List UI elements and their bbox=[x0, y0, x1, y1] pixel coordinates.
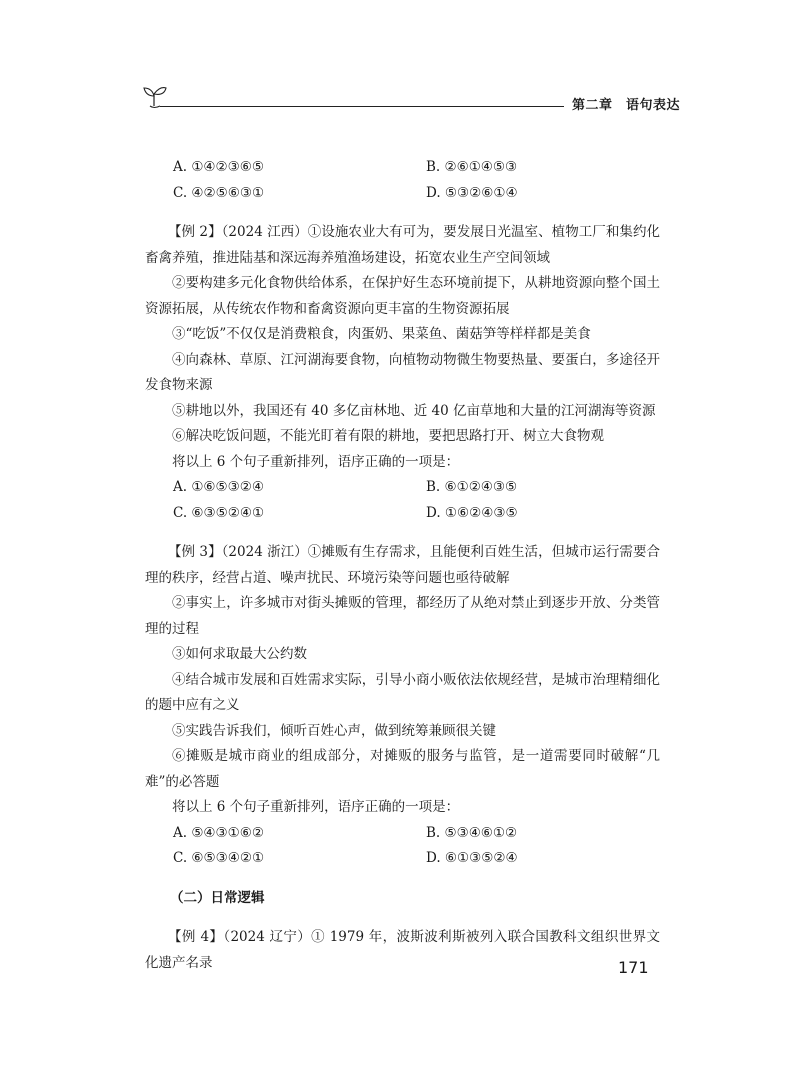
section-heading: （二）日常逻辑 bbox=[170, 889, 265, 906]
example-2-sentence-6: ⑥解决吃饭问题，不能光盯着有限的耕地，要把思路打开、树立大食物观 bbox=[172, 428, 604, 444]
example-3-source: （2024 浙江） bbox=[221, 544, 308, 560]
option-a: A. ⑤④③①⑥② bbox=[173, 824, 264, 841]
example-2-sentence-1: 【例 2】（2024 江西）①设施农业大有可为，要发展日光温室、植物工厂和集约化畜禽养殖，推进陆基和深远海养殖渔场建设，拓宽农业生产空间领域 bbox=[145, 224, 660, 266]
options-row bbox=[145, 846, 660, 872]
example-4-tag: 【例 4】 bbox=[168, 929, 224, 945]
example-3-prompt: 将以上 6 个句子重新排列，语序正确的一项是： bbox=[172, 799, 460, 815]
page-content bbox=[145, 155, 660, 976]
running-header bbox=[140, 84, 680, 114]
example-3-sentence-3: ③如何求取最大公约数 bbox=[172, 646, 307, 662]
example-2-prompt: 将以上 6 个句子重新排列，语序正确的一项是： bbox=[172, 453, 460, 470]
option-b: B. ⑥①②④③⑤ bbox=[426, 479, 518, 495]
option-b: B. ②⑥①④⑤③ bbox=[426, 159, 518, 175]
option-a: A. ①⑥⑤③②④ bbox=[173, 479, 264, 495]
option-c: C. ⑥⑤③④②① bbox=[173, 850, 265, 866]
option-c: C. ⑥③⑤②④① bbox=[173, 504, 265, 521]
example-3-sentence-5: ⑤实践告诉我们，倾听百姓心声，做到统筹兼顾很关键 bbox=[172, 722, 496, 739]
example-2-sentence-2: ②要构建多元化食物供给体系，在保护好生态环境前提下，从耕地资源向整个国土资源拓展，从传统农作物和畜禽资源向更丰富的生物资源拓展 bbox=[145, 275, 660, 317]
example-3-sentence-2: ②事实上，许多城市对街头摊贩的管理，都经历了从绝对禁止到逐步开放、分类管理的过程 bbox=[145, 595, 660, 637]
example-2-sentence-5: ⑤耕地以外，我国还有 40 多亿亩林地、近 40 亿亩草地和大量的江河湖海等资源 bbox=[172, 402, 656, 419]
options-row bbox=[145, 475, 660, 501]
example-3-sentence-6: ⑥摊贩是城市商业的组成部分，对摊贩的服务与监管，是一道需要同时破解“几难”的必答题 bbox=[145, 748, 660, 790]
options-row bbox=[145, 181, 660, 207]
example-2-sentence-3: ③“吃饭”不仅仅是消费粮食，肉蛋奶、果菜鱼、菌菇笋等样样都是美食 bbox=[172, 326, 591, 342]
option-a: A. ①④②③⑥⑤ bbox=[173, 159, 264, 175]
example-2-source: （2024 江西） bbox=[221, 224, 308, 240]
option-b: B. ⑤③④⑥①② bbox=[426, 824, 518, 841]
options-row bbox=[145, 155, 660, 181]
option-d: D. ⑤③②⑥①④ bbox=[426, 184, 518, 201]
example-2-tag: 【例 2】 bbox=[168, 224, 222, 240]
example-3-tag: 【例 3】 bbox=[168, 544, 222, 560]
page-number: 171 bbox=[618, 958, 649, 977]
example-4-source: （2024 辽宁） bbox=[223, 929, 312, 945]
option-c: C. ④②⑤⑥③① bbox=[173, 184, 265, 201]
example-3-sentence-1: 【例 3】（2024 浙江）①摊贩有生存需求，且能便利百姓生活，但城市运行需要合理的秩序，经营占道、噪声扰民、环境污染等问题也亟待破解 bbox=[145, 544, 660, 586]
example-4-sentence-1: 【例 4】（2024 辽宁）① 1979 年，波斯波利斯被列入联合国教科文组织世界文化遗产名录 bbox=[145, 929, 660, 971]
option-d: D. ⑥①③⑤②④ bbox=[426, 850, 518, 866]
option-d: D. ①⑥②④③⑤ bbox=[426, 504, 518, 521]
options-row bbox=[145, 821, 660, 847]
example-3-sentence-4: ④结合城市发展和百姓需求实际，引导小商小贩依法依规经营，是城市治理精细化的题中应有之义 bbox=[145, 671, 660, 713]
chapter-title: 第二章 语句表达 bbox=[564, 94, 680, 113]
options-row bbox=[145, 501, 660, 527]
example-2-sentence-4: ④向森林、草原、江河湖海要食物，向植物动物微生物要热量、要蛋白，多途径开发食物来源 bbox=[145, 351, 660, 393]
